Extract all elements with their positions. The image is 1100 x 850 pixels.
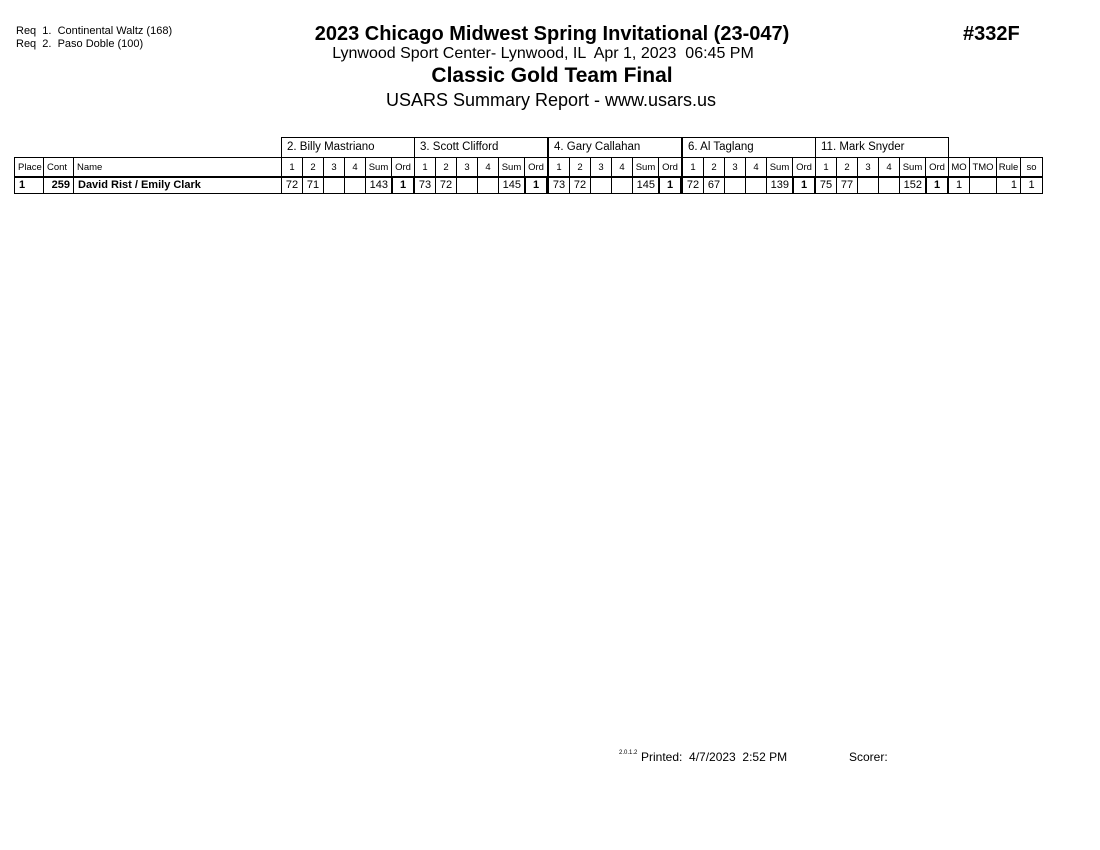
judge-5-s4-value [878, 177, 900, 194]
event-number: #332F [963, 23, 1020, 45]
judge-4-sum-value: 139 [766, 177, 793, 194]
judge-1-col-sum: Sum [365, 157, 392, 177]
row-tmo [969, 177, 997, 194]
judge-header-2: 3. Scott Clifford [414, 137, 548, 157]
judge-5-s1-value: 75 [815, 177, 837, 194]
judge-5-col-1: 1 [815, 157, 837, 177]
judge-4-col-ord: Ord [792, 157, 816, 177]
row-cont: 259 [43, 177, 74, 194]
header-tmo: TMO [969, 157, 997, 177]
judge-5-s3-value [857, 177, 879, 194]
judge-5-s2-value: 77 [836, 177, 858, 194]
judge-4-s1-value: 72 [682, 177, 704, 194]
judge-3-s3-value [590, 177, 612, 194]
judge-2-col-2: 2 [435, 157, 457, 177]
judge-1-s1-value: 72 [281, 177, 303, 194]
judge-3-s4-value [611, 177, 633, 194]
judge-header-4: 6. Al Taglang [682, 137, 816, 157]
row-rule: 1 [996, 177, 1021, 194]
judge-3-col-3: 3 [590, 157, 612, 177]
judge-4-s4-value [745, 177, 767, 194]
header-rule: Rule [996, 157, 1021, 177]
header-name: Name [73, 157, 282, 177]
judge-3-col-1: 1 [548, 157, 570, 177]
judge-5-col-sum: Sum [899, 157, 926, 177]
judge-5-ord-value: 1 [925, 177, 949, 194]
judge-3-col-4: 4 [611, 157, 633, 177]
judge-1-col-4: 4 [344, 157, 366, 177]
scorer-label: Scorer: [849, 750, 888, 764]
judge-1-col-1: 1 [281, 157, 303, 177]
judge-1-col-3: 3 [323, 157, 345, 177]
judge-3-col-2: 2 [569, 157, 591, 177]
judge-4-s3-value [724, 177, 746, 194]
judge-5-sum-value: 152 [899, 177, 926, 194]
judge-1-sum-value: 143 [365, 177, 392, 194]
judge-2-col-3: 3 [456, 157, 478, 177]
header-place: Place [14, 157, 44, 177]
row-mo: 1 [948, 177, 970, 194]
header-so: so [1020, 157, 1043, 177]
row-place: 1 [14, 177, 44, 194]
judge-1-col-2: 2 [302, 157, 324, 177]
judge-4-ord-value: 1 [792, 177, 816, 194]
judge-2-s3-value [456, 177, 478, 194]
judge-2-sum-value: 145 [498, 177, 525, 194]
judge-5-col-3: 3 [857, 157, 879, 177]
judge-4-col-sum: Sum [766, 157, 793, 177]
requirement-1: Req 1. Continental Waltz (168) [16, 25, 173, 37]
requirement-2: Req 2. Paso Doble (100) [16, 38, 144, 50]
judge-3-s1-value: 73 [548, 177, 570, 194]
judge-2-col-4: 4 [477, 157, 499, 177]
judge-header-1: 2. Billy Mastriano [281, 137, 415, 157]
judge-5-col-ord: Ord [925, 157, 949, 177]
venue-line: Lynwood Sport Center- Lynwood, IL Apr 1, 2023 06:45 PM [332, 45, 754, 62]
report-title: USARS Summary Report - www.usars.us [385, 90, 717, 110]
judge-4-s2-value: 67 [703, 177, 725, 194]
judge-4-col-3: 3 [724, 157, 746, 177]
judge-3-ord-value: 1 [658, 177, 682, 194]
judge-1-s4-value [344, 177, 366, 194]
judge-3-col-sum: Sum [632, 157, 659, 177]
printed-timestamp: Printed: 4/7/2023 2:52 PM [641, 750, 788, 764]
judge-5-col-4: 4 [878, 157, 900, 177]
judge-2-s2-value: 72 [435, 177, 457, 194]
judge-2-s4-value [477, 177, 499, 194]
judge-4-col-1: 1 [682, 157, 704, 177]
header-mo: MO [948, 157, 970, 177]
row-so: 1 [1020, 177, 1043, 194]
judge-header-3: 4. Gary Callahan [548, 137, 682, 157]
judge-5-col-2: 2 [836, 157, 858, 177]
row-name: David Rist / Emily Clark [73, 177, 282, 194]
judge-2-col-sum: Sum [498, 157, 525, 177]
judge-2-ord-value: 1 [524, 177, 548, 194]
judge-2-col-1: 1 [414, 157, 436, 177]
event-title: Classic Gold Team Final [431, 64, 673, 87]
judge-3-s2-value: 72 [569, 177, 591, 194]
judge-1-s3-value [323, 177, 345, 194]
judge-3-sum-value: 145 [632, 177, 659, 194]
competition-title: 2023 Chicago Midwest Spring Invitational (23-047) [314, 23, 790, 45]
judge-1-col-ord: Ord [391, 157, 415, 177]
judge-1-s2-value: 71 [302, 177, 324, 194]
version-code: 2.0.1.2 [619, 750, 638, 756]
judge-2-s1-value: 73 [414, 177, 436, 194]
judge-1-ord-value: 1 [391, 177, 415, 194]
judge-header-5: 11. Mark Snyder [815, 137, 949, 157]
judge-3-col-ord: Ord [658, 157, 682, 177]
judge-4-col-4: 4 [745, 157, 767, 177]
header-cont: Cont [43, 157, 74, 177]
judge-2-col-ord: Ord [524, 157, 548, 177]
judge-4-col-2: 2 [703, 157, 725, 177]
